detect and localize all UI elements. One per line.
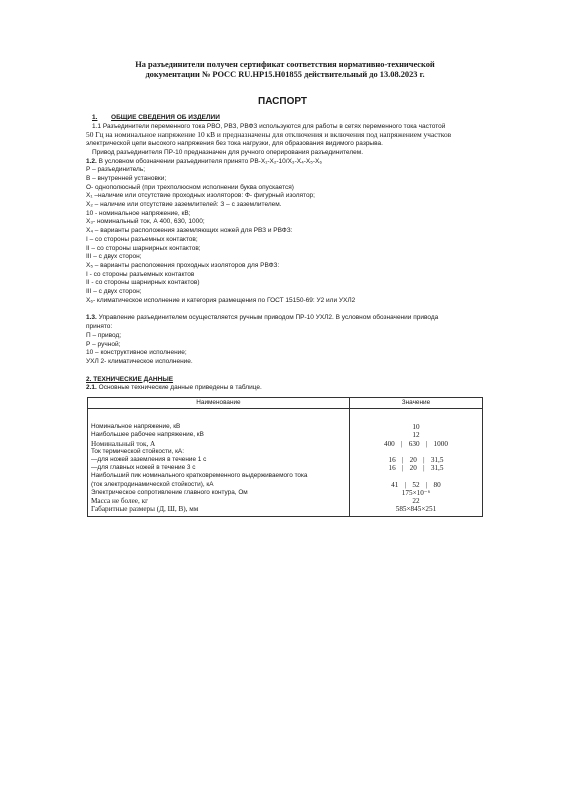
paragraph-1-2-number: 1.2. [86,157,97,165]
parameter-name-7: Наибольший пик номинального кратковременного выдерживаемого тока [91,472,308,480]
paragraph-1-3-number: 1.3. [86,314,97,322]
designation-item-1: Р – разъединитель; [86,166,146,174]
value-current-1: 400 [383,439,395,448]
designation-item-9: I – со стороны разъемных контактов; [86,235,198,243]
drive-item-3: 10 – конструктивное исполнение; [86,349,187,357]
parameter-values-cell [349,409,482,517]
designation-item-11: III – с двух сторон; [86,253,142,261]
designation-item-8: Х₄ – варианты расположения заземляющих ножей для РВЗ и РВФЗ: [86,227,293,235]
parameter-name-6: —для главных ножей в течение 3 с [91,464,196,472]
value-thermal-ground-1: 16 [388,456,396,465]
value-thermal-main-2: 20 [409,464,417,473]
table-header-row [88,398,483,409]
value-max-voltage: 12 [412,431,420,440]
value-thermal-ground: 16 | 20 | 31,5 [388,456,444,465]
parameter-name-3: Номинальный ток, А [91,439,156,448]
value-current-3: 1000 [433,439,448,448]
value-mass: 22 [412,496,420,505]
paragraph-2-1 [86,384,526,393]
value-thermal-main: 16 | 20 | 31,5 [388,464,444,473]
designation-item-10: II – со стороны шарнирных контактов; [86,244,201,252]
parameter-name-9: Электрическое сопротивление главного контура, Ом [91,488,248,496]
parameter-name-8: (ток электродинамической стойкости), кА [91,480,214,488]
section-1-heading [86,114,526,123]
designation-item-3: О- однополюсный (при трехполюсном исполнении буква опускается) [86,183,294,191]
paragraph-1-1-line-4: Привод разъединителя ПР-10 предназначен для ручного оперирования разъединителем. [92,148,364,156]
value-thermal-main-3: 31,5 [430,464,444,473]
designation-item-6: 10 - номинальное напряжение, кВ; [86,209,191,217]
value-peak-2: 52 [412,480,420,489]
parameter-name-4: Ток термической стойкости, кА: [91,447,184,455]
drive-item-4: УХЛ 2- климатическое исполнение. [86,357,193,365]
paragraph-1-2-text: В условном обозначении разъединителя принято РВ-Х₁-Х₂-10/Х₃-Х₄-Х₅-Х₆ [96,157,322,165]
designation-item-12: Х₅ – варианты расположения проходных изоляторов для РВФЗ: [86,261,280,269]
drive-item-1: П – привод; [86,331,122,339]
designation-item-4: Х₁ –наличие или отсутствие проходных изоляторов: Ф- фигурный изолятор; [86,192,315,200]
paragraph-1-3 [86,314,526,323]
designation-item-5: Х₂ – наличие или отсутствие заземлителей: З – с заземлителем. [86,201,282,209]
drive-designation-list [86,332,526,367]
value-peak-1: 41 [391,480,399,489]
technical-data-table [87,397,483,517]
value-resistance: 175×10⁻⁶ [401,488,431,497]
designation-item-16: Х₆- климатическое исполнение и категория размещения по ГОСТ 15150-69: У2 или УХЛ2 [86,296,356,304]
designation-item-15: III – с двух сторон; [86,288,142,296]
section-1-number: 1. [92,114,98,121]
designation-list [86,166,526,305]
section-1-title: ОБЩИЕ СВЕДЕНИЯ ОБ ИЗДЕЛИИ [111,114,220,121]
value-thermal-ground-3: 31,5 [430,456,444,465]
paragraph-1-1-line-2: 50 Гц на номинальное напряжение 10 кВ и предназначены для отключения и включения под напряжением участков [86,130,452,140]
value-dimensions: 585×845×251 [395,505,437,514]
value-rated-voltage: 10 [412,423,420,432]
paragraph-1-3-continued: принято: [86,323,113,331]
parameter-name-2: Наибольшее рабочее напряжение, кВ [91,431,204,439]
parameter-names [91,423,346,513]
value-peak-current: 41 | 52 | 80 [391,480,441,489]
column-header-value: Значение [349,398,482,409]
drive-item-2: Р – ручной; [86,340,121,348]
paragraph-1-1-line-3: электрической цепи высокого напряжения без тока нагрузки, для образования видимого разрыва. [86,140,383,148]
value-current-2: 630 [408,439,420,448]
value-peak-3: 80 [433,480,441,489]
value-peak-blank [350,472,482,480]
parameter-names-cell [88,409,350,517]
parameter-name-11: Габаритные размеры (Д, Ш, В), мм [91,505,199,514]
designation-item-13: I - со стороны разъемных контактов [86,270,195,278]
paragraph-1-1-line-1: 1.1 Разъединители переменного тока РВО, РВЗ, РВФЗ используются для работы в сетях переменного тока частотой [92,122,446,130]
paragraph-2-1-text: Основные технические данные приведены в таблице. [96,384,262,392]
certificate-notice [95,60,475,80]
paragraph-1-2 [86,158,526,167]
designation-item-2: В – внутренней установки; [86,174,167,182]
value-thermal-heading [350,448,482,456]
designation-item-7: Х₃- номинальный ток, А 400, 630, 1000; [86,218,205,226]
parameter-name-5: —для ножей заземления в течение 1 с [91,456,207,464]
value-rated-current: 400 | 630 | 1000 [383,439,448,448]
parameter-name-10: Масса не более, кг [91,496,149,505]
certificate-line-2: документации № РОСС RU.HP15.H01855 действительный до 13.08.2023 г. [145,70,425,79]
certificate-line-1: На разъединители получен сертификат соответствия нормативно-технической [135,60,435,69]
table-body-row [88,409,483,517]
page-title: ПАСПОРТ [258,96,307,107]
section-2-heading: 2. ТЕХНИЧЕСКИЕ ДАННЫЕ [86,375,174,383]
paragraph-1-3-text: Управление разъединителем осуществляется ручным приводом ПР-10 УХЛ2. В условном обозначении привода [96,314,439,322]
value-thermal-main-1: 16 [388,464,396,473]
value-thermal-ground-2: 20 [409,456,417,465]
column-header-name: Наименование [88,398,350,409]
paragraph-2-1-number: 2.1. [86,384,97,392]
designation-item-14: II - со стороны шарнирных контактов) [86,279,200,287]
document-body [86,114,526,517]
parameter-name-1: Номинальное напряжение, кВ [91,423,181,431]
